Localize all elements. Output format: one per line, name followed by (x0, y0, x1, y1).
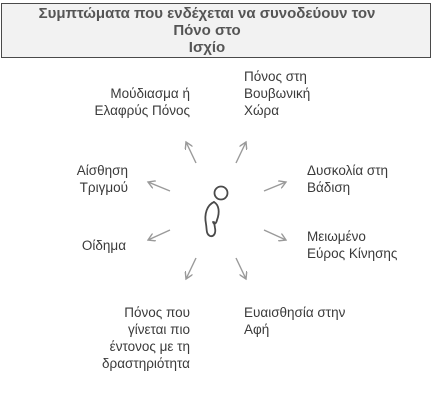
arrow-icon-sitting (264, 182, 286, 191)
symptom-sitting-difficulty: Δυσκολία στη Βάδιση (307, 163, 389, 195)
arrow-icon-activity (186, 258, 196, 279)
arrow-icon-numbness (186, 142, 196, 163)
arrow-icon-range (264, 230, 286, 240)
symptom-activity-pain: Πόνος που γίνεται πιο έντονος με τη δραστηριότητα (102, 305, 190, 371)
symptom-tingling: Αίσθηση Τριγμού (76, 163, 128, 195)
symptom-touch-sensitivity: Ευαισθησία στην Αφή (244, 305, 346, 337)
symptom-groin-pain: Πόνος στη Βουβωνική Χώρα (244, 69, 311, 118)
symptom-numbness: Μούδιασμα ή Ελαφρύς Πόνος (94, 86, 190, 118)
arrow-icon-groin (236, 142, 246, 163)
arrow-icon-touch (236, 258, 246, 279)
title-box (1, 3, 431, 58)
diagram-title: Συμπτώματα που ενδέχεται να συνοδεύουν τον Πόνο στο Ισχίο (38, 5, 376, 56)
symptom-swelling: Οίδημα (81, 238, 126, 253)
symptom-reduced-range: Μειωμένο Εύρος Κίνησης (307, 229, 398, 261)
arrow-icon-tingling (148, 182, 170, 191)
person-hip-pain-icon (205, 187, 227, 237)
arrow-icon-swelling (148, 230, 170, 240)
